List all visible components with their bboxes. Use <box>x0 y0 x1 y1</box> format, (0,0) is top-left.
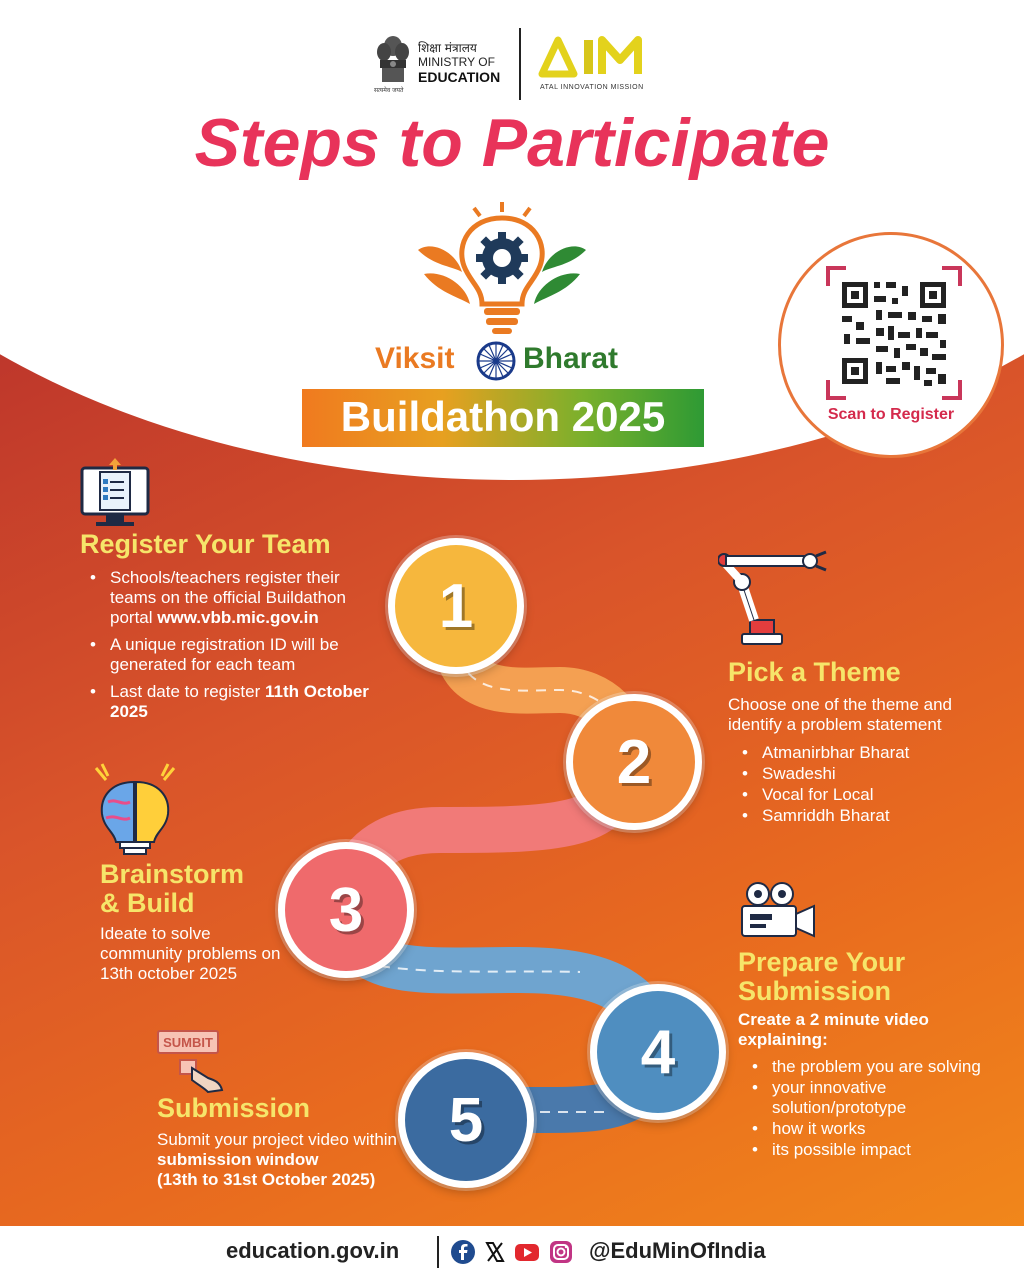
brain-bulb-icon <box>90 762 180 858</box>
step-2-intro: Choose one of the theme and identify a problem statement <box>728 695 952 735</box>
step-2-number: 2 <box>616 727 652 797</box>
portal-link[interactable]: www.vbb.mic.gov.in <box>157 608 319 628</box>
step-3-heading-line2: & Build <box>100 888 195 919</box>
step-2-theme-list <box>736 743 996 827</box>
footer-divider <box>437 1236 439 1268</box>
step-4-intro: Create a 2 minute video explaining: <box>738 1010 929 1050</box>
step-3-heading-line1: Brainstorm <box>100 859 245 889</box>
step-1-bullet: • A unique registration ID will be generated for each team <box>84 635 384 675</box>
step-5-text: Submit your project video within submission window (13th to 31st October 2025) <box>157 1130 398 1190</box>
step-5-number: 5 <box>448 1085 484 1155</box>
theme-item: • Atmanirbhar Bharat <box>736 743 996 763</box>
step-1-heading: Register Your Team <box>80 529 331 559</box>
step-1-bullet: • Last date to register 11th October 2025 <box>84 682 384 722</box>
robotic-arm-icon <box>718 550 830 650</box>
website-link[interactable]: education.gov.in <box>226 1238 400 1263</box>
step-1-body <box>84 568 384 729</box>
ministry-line2: EDUCATION <box>418 69 501 85</box>
video-point: • how it works <box>746 1119 986 1139</box>
step-4-badge <box>590 984 726 1120</box>
step-3-text: Ideate to solve community problems on 13th october 2025 <box>100 924 281 984</box>
facebook-icon[interactable] <box>450 1239 476 1265</box>
x-icon[interactable] <box>482 1239 508 1265</box>
step-1-bullet: • Schools/teachers register their teams on the official Buildathon portal www.vbb.mic.gov.in <box>84 568 384 628</box>
step-3-number: 3 <box>328 875 364 945</box>
ministry-hindi: शिक्षा मंत्रालय <box>418 41 477 55</box>
logo-word-viksit: Viksit <box>375 342 455 375</box>
step-4-heading <box>738 948 905 1006</box>
logo-word-bharat: Bharat <box>523 342 619 375</box>
step-4-heading-line2: Submission <box>738 976 892 1007</box>
registration-form-icon <box>80 456 150 528</box>
theme-item: • Swadeshi <box>736 764 996 784</box>
submit-button-icon <box>157 1030 219 1054</box>
submit-icon-label: SUMBIT <box>163 1035 213 1050</box>
qr-label: Scan to Register <box>827 406 955 423</box>
step-3-badge <box>278 842 414 978</box>
step-3-heading <box>100 860 244 918</box>
video-point: • your innovative solution/prototype <box>746 1078 986 1118</box>
social-handle[interactable]: @EduMinOfIndia <box>589 1238 766 1263</box>
theme-item: • Samriddh Bharat <box>736 806 996 826</box>
video-point: • its possible impact <box>746 1140 986 1160</box>
step-4-number: 4 <box>640 1017 676 1087</box>
footer <box>0 1226 1024 1280</box>
step-4-heading-line1: Prepare Your <box>738 947 906 977</box>
instagram-icon[interactable] <box>548 1239 574 1265</box>
last-date: 11th October 2025 <box>110 682 369 722</box>
theme-item: • Vocal for Local <box>736 785 996 805</box>
emblem-caption: सत्यमेव जयते <box>374 87 404 94</box>
video-camera-icon <box>738 880 818 940</box>
step-4-list <box>746 1057 986 1161</box>
step-1-number: 1 <box>438 571 474 641</box>
step-2-badge <box>566 694 702 830</box>
youtube-icon[interactable] <box>514 1239 540 1265</box>
ministry-line1: MINISTRY OF <box>418 55 495 69</box>
hand-pointer-icon <box>178 1058 226 1094</box>
aim-caption: ATAL INNOVATION MISSION <box>540 84 644 91</box>
step-5-heading: Submission <box>157 1093 311 1123</box>
buildathon-banner-text: Buildathon 2025 <box>340 393 666 440</box>
step-2-heading: Pick a Theme <box>728 657 901 687</box>
page-title: Steps to Participate <box>194 105 830 181</box>
video-point: • the problem you are solving <box>746 1057 986 1077</box>
step-5-badge <box>398 1052 534 1188</box>
step-1-badge <box>388 538 524 674</box>
